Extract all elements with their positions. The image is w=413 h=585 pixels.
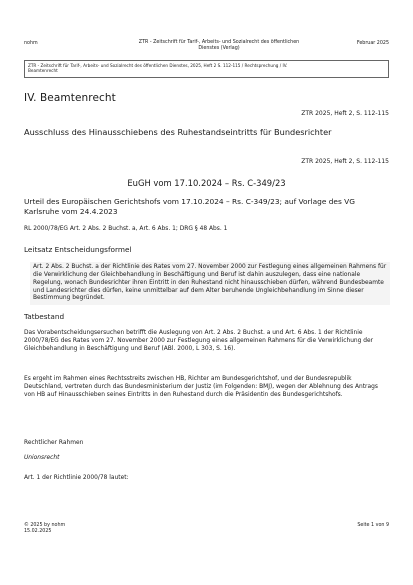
page-header [24, 40, 389, 54]
subheading-legal-framework: Rechtlicher Rahmen [24, 440, 84, 446]
citation-line1: ZTR - Zeitschrift für Tarif-, Arbeits- und Sozialrecht des öffentlichen Dienstes, 2025, Heft 2 S. 112-115 / Rechtsprechung / IV. [28, 63, 288, 68]
judgment-description: Urteil des Europäischen Gerichtshofs vom 17.10.2024 – Rs. C-349/23; auf Vorlage des VG Karlsruhe vom 24.4.2023 [24, 197, 355, 216]
tatbestand-heading: Tatbestand [24, 312, 65, 321]
header-journal-line2: Dienstes (Verlag) [198, 45, 240, 51]
paragraph-1: Das Vorabentscheidungsersuchen betrifft die Auslegung von Art. 2 Abs. 2 Buchst. a und Art. 6 Abs. 1 der Richtlinie 2000/78/EG des Rates vom 27. November 2000 zur Festlegung eines allgemeinen Rahmens für die Verwirklichung der Gleichbehandlung in Beschäftigung und Beruf (ABl. 2000, L 303, S. 16). [24, 330, 374, 352]
citation-line2: Beamtenrecht [28, 68, 58, 74]
citation-box [24, 60, 389, 78]
header-journal-line1: ZTR - Zeitschrift für Tarif-, Arbeits- und Sozialrecht des öffentlichen [138, 40, 300, 45]
journal-reference-top: ZTR 2025, Heft 2, S. 112-115 [301, 110, 389, 117]
article-title: Ausschluss des Hinausschiebens des Ruhestandseintritts für Bundesrichter [24, 127, 332, 137]
footer-page-number: Seite 1 von 9 [357, 523, 389, 528]
case-line: EuGH vom 17.10.2024 – Rs. C-349/23 [127, 178, 286, 188]
paragraph-2: Es ergeht im Rahmen eines Rechtsstreits zwischen HB, Richter am Bundesgerichtshof, und der Bundesrepublik Deutschland, vertreten durch das Bundesministerium der Justiz (im Folgenden: BMJ), wegen der Ablehnung des Antrags von HB auf Hinausschieben seines Eintritts in den Ruhestand durch die Präsidentin des Bundesgerichtshofs. [24, 376, 378, 398]
subheading-union-law: Unionsrecht [24, 455, 60, 461]
norms-line: RL 2000/78/EG Art. 2 Abs. 2 Buchst. a, Art. 6 Abs. 1; DRG § 48 Abs. 1 [24, 226, 228, 232]
header-publisher: nohm [24, 41, 38, 46]
header-journal [134, 40, 304, 51]
footer-copyright-line: © 2025 by nohm [24, 523, 66, 528]
paragraph-directive-article: Art. 1 der Richtlinie 2000/78 lautet: [24, 475, 129, 481]
journal-reference-second: ZTR 2025, Heft 2, S. 112-115 [301, 158, 389, 165]
footer-date: 15.02.2025 [24, 529, 52, 534]
header-date: Februar 2025 [356, 41, 389, 46]
leitsatz-heading: Leitsatz Entscheidungsformel [24, 245, 132, 254]
leitsatz-box: Art. 2 Abs. 2 Buchst. a der Richtlinie des Rates vom 27. November 2000 zur Festlegung eines allgemeinen Rahmens für die Verwirklichung der Gleichbehandlung in Beschäftigung und Beruf ist dahin auszulegen, dass eine nationale Regelung, wonach Bundesrichter ihren Eintritt in den Ruhestand nicht hinausschieben dürfen, während Bundesbeamte und Landesrichter dies dürfen, keine unmittelbar auf dem Alter beruhende Ungleichbehandlung im Sinne dieser Bestimmung begründet. [30, 262, 390, 305]
footer-copyright [24, 523, 65, 535]
section-title: IV. Beamtenrecht [24, 92, 116, 104]
